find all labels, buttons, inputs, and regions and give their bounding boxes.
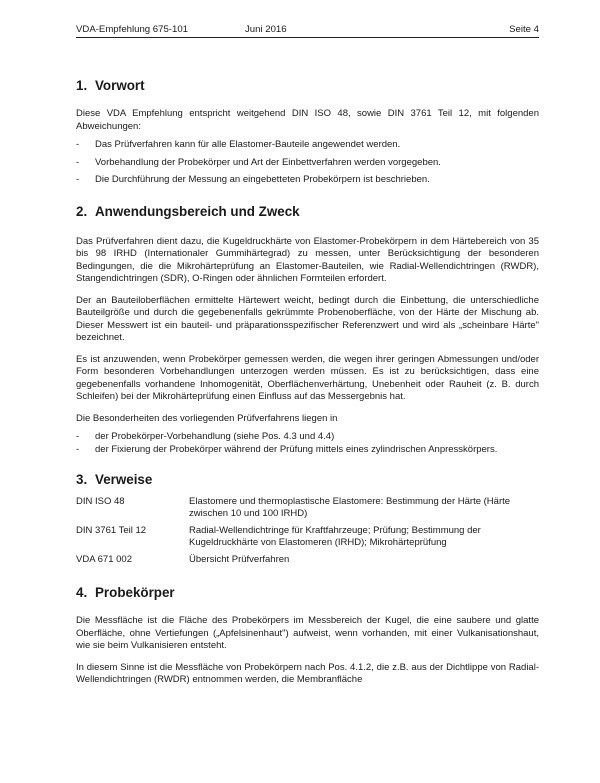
page-header bbox=[76, 24, 539, 38]
list-item: - der Probekörper-Vorbehandlung (siehe Pos. 4.3 und 4.4) bbox=[76, 431, 335, 442]
section-number: 4. bbox=[76, 585, 88, 600]
section-title: Verweise bbox=[95, 472, 153, 487]
reference-standard: VDA 671 002 bbox=[76, 554, 132, 565]
reference-row bbox=[76, 525, 539, 549]
section-heading-anwendungsbereich bbox=[76, 204, 539, 220]
reference-standard: DIN ISO 48 bbox=[76, 496, 125, 507]
reference-list bbox=[76, 496, 539, 566]
paragraph: Die Messfläche ist die Fläche des Probekörpers im Messbereich der Kugel, die eine saubere und glatte Oberfläche, ohne Vertiefungen („Apfelsinenhaut") aufweist, wenn vorhanden, mit einer Vulkanisationshaut, wie sie beim Vulkanisieren entsteht. bbox=[76, 615, 539, 651]
reference-title: Elastomere und thermoplastische Elastomere: Bestimmung der Härte (Härte zwischen 10 und 100 IRHD) bbox=[189, 496, 511, 519]
reference-title: Übersicht Prüfverfahren bbox=[189, 554, 290, 565]
list-item: - der Fixierung der Probekörper während der Prüfung mittels eines zylindrischen Anpresskörpers. bbox=[76, 443, 498, 455]
list-item: - Vorbehandlung der Probekörper und Art der Einbettverfahren werden vorgegeben. bbox=[76, 156, 441, 168]
section-number: 1. bbox=[76, 78, 88, 93]
paragraph: Die Besonderheiten des vorliegenden Prüfverfahrens liegen in bbox=[76, 412, 338, 424]
section-title: Probekörper bbox=[95, 585, 175, 600]
section-title: Anwendungsbereich und Zweck bbox=[95, 203, 300, 219]
reference-title: Radial-Wellendichtringe für Kraftfahrzeuge; Prüfung; Bestimmung der Kugeldruckhärte von Elastomeren (IRHD); Mikrohärteprüfung bbox=[189, 525, 481, 548]
reference-row bbox=[76, 496, 539, 520]
reference-row bbox=[76, 554, 539, 566]
list-item: - Das Prüfverfahren kann für alle Elastomer-Bauteile angewendet werden. bbox=[76, 139, 401, 150]
header-page-number: Seite 4 bbox=[509, 24, 539, 35]
reference-standard: DIN 3761 Teil 12 bbox=[76, 525, 147, 536]
paragraph: Es ist anzuwenden, wenn Probekörper gemessen werden, die wegen ihrer geringen Abmessungen und/oder Form besonderen Vorbehandlungen unterzogen werden müssen. Es ist zu berücksichtigen, dass eine gegebenenfalls vorhandene Inhomogenität, Oberflächenverhärtung, Unebenheit oder Rauheit (z. B. durch Schleifen) bei der Mikrohärteprüfung einen Einfluss auf das Messergebnis hat. bbox=[76, 353, 539, 402]
bullet-list bbox=[76, 431, 539, 456]
bullet-list bbox=[76, 139, 539, 187]
section-number: 2. bbox=[76, 203, 88, 219]
paragraph: Das Prüfverfahren dient dazu, die Kugeldruckhärte von Elastomer-Probekörpern in dem Härtebereich von 35 bis 98 IRHD (Internationaler Gummihärtegrad) zu messen, unter Berücksichtigung der besonderen Bedingungen, die die Mikrohärteprüfung an Elastomer-Bauteilen, wie Radial-Wellendichtringen (RWDR), Stangendichtringen (SDR), O-Ringen oder ähnlichen Formteilen erfordert. bbox=[76, 235, 539, 284]
section-heading-probekoerper bbox=[76, 585, 539, 601]
paragraph: Diese VDA Empfehlung entspricht weitgehend DIN ISO 48, sowie DIN 3761 Teil 12, mit folgenden Abweichungen: bbox=[76, 108, 539, 132]
section-heading-vorwort bbox=[76, 78, 539, 94]
header-document-id: VDA-Empfehlung 675-101 bbox=[76, 24, 188, 35]
section-title: Vorwort bbox=[95, 78, 145, 93]
header-date: Juni 2016 bbox=[245, 24, 287, 35]
list-item: - Die Durchführung der Messung an eingebetteten Probekörpern ist beschrieben. bbox=[76, 174, 430, 185]
paragraph: Der an Bauteiloberflächen ermittelte Härtewert weicht, bedingt durch die Einbettung, die unterschiedliche Bauteilgröße und durch die gegebenenfalls gekrümmte Probenoberfläche, von der Härte der Mischung ab. Dieser Messwert ist ein bauteil- und präparationsspezifischer Referenzwert und wird als „scheinbare Härte" bezeichnet. bbox=[76, 294, 539, 343]
paragraph: In diesem Sinne ist die Messfläche von Probekörpern nach Pos. 4.1.2, die z.B. aus der Dichtlippe von Radial-Wellendichtringen (RWDR) entnommen werden, die Membranfläche bbox=[76, 661, 539, 685]
section-heading-verweise bbox=[76, 472, 539, 488]
document-body bbox=[76, 78, 539, 687]
section-number: 3. bbox=[76, 472, 88, 487]
